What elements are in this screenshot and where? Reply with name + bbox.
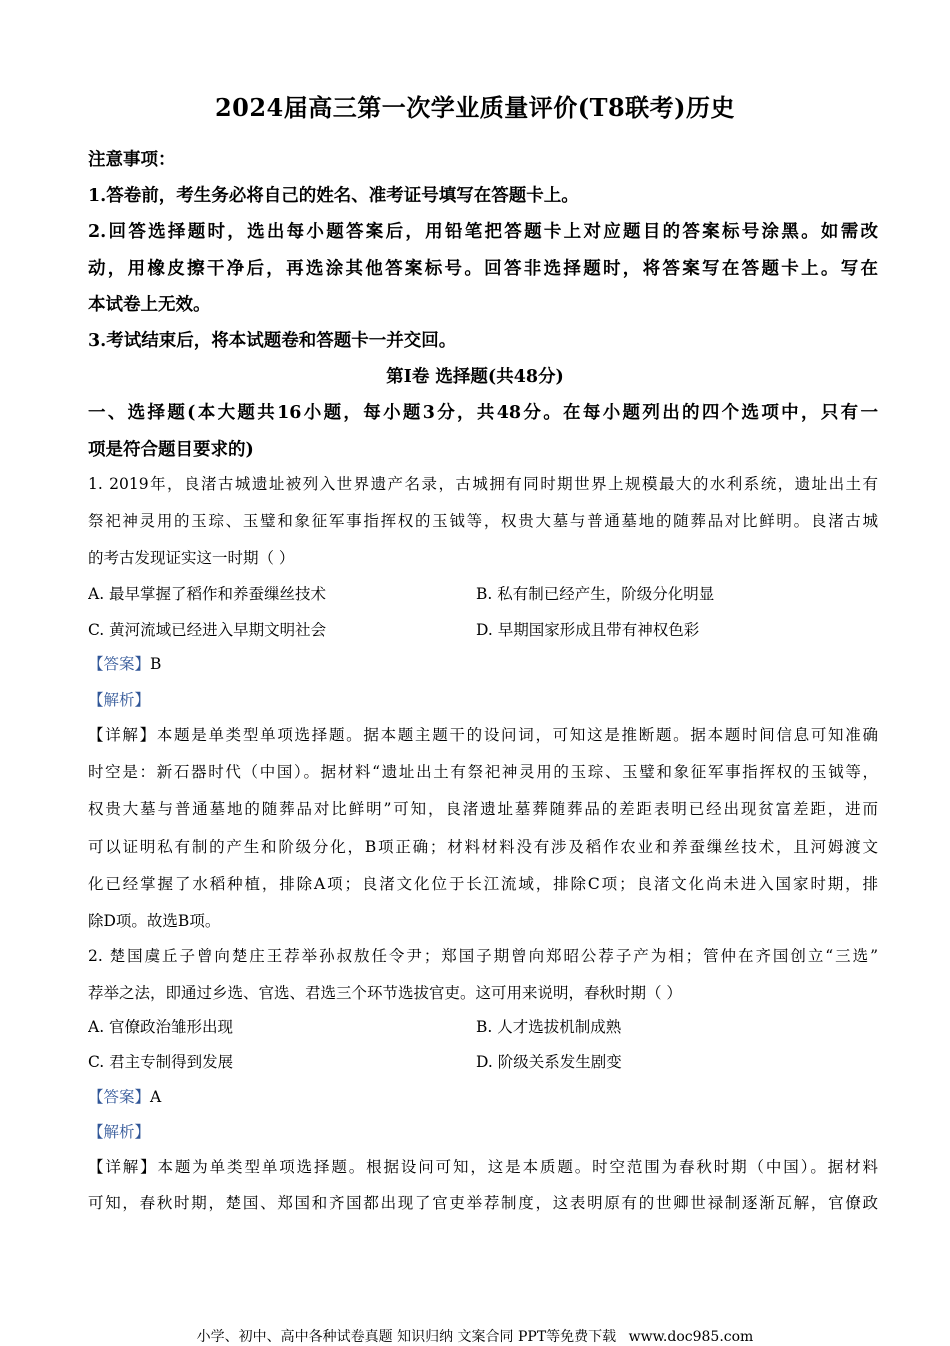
section-title: 第Ⅰ卷 选择题(共48分) [386, 367, 564, 387]
detail-tag: 【详解】 [88, 726, 157, 744]
page-footer [0, 1326, 950, 1346]
answer-value: A [150, 1088, 162, 1106]
q2-detail-line-2: 可知，春秋时期，楚国、郑国和齐国都出现了官吏举荐制度，这表明原有的世卿世禄制逐渐瓦解，官僚政 [88, 1194, 878, 1212]
section-instruction-line-1: 一、选择题(本大题共16小题，每小题3分，共48分。在每小题列出的四个选项中，只有一 [88, 403, 878, 423]
q2-answer [88, 1085, 878, 1107]
q1-option-d: D. 早期国家形成且带有神权色彩 [476, 621, 700, 639]
q2-stem-line-1: 2. 楚国虞丘子曾向楚庄王荐举孙叔敖任令尹；郑国子期曾向郑昭公荐子产为相；管仲在齐国创立“三选” [88, 947, 878, 965]
notes-item-1: 1.答卷前，考生务必将自己的姓名、准考证号填写在答题卡上。 [88, 186, 579, 206]
q1-option-c: C. 黄河流域已经进入早期文明社会 [88, 621, 327, 639]
q1-stem-line-1: 1. 2019年，良渚古城遗址被列入世界遗产名录，古城拥有同时期世界上规模最大的水利系统，遗址出土有 [88, 475, 878, 493]
q2-option-b: B. 人才选拔机制成熟 [476, 1018, 622, 1036]
q1-stem-line-2: 祭祀神灵用的玉琮、玉璧和象征军事指挥权的玉钺等，权贵大墓与普通墓地的随葬品对比鲜明。良渚古城 [88, 512, 878, 530]
q1-detail-line-3: 权贵大墓与普通墓地的随葬品对比鲜明”可知，良渚遗址墓葬随葬品的差距表明已经出现贫富差距，进而 [88, 800, 878, 818]
q2-option-a: A. 官僚政治雏形出现 [88, 1018, 234, 1036]
q2-option-d: D. 阶级关系发生剧变 [476, 1053, 622, 1071]
section-instruction-line-2: 项是符合题目要求的) [88, 440, 254, 460]
answer-tag: 【答案】 [88, 655, 151, 673]
q1-detail-line-5: 化已经掌握了水稻种植，排除A项；良渚文化位于长江流域，排除C项；良渚文化尚未进入国家时期，排 [88, 875, 878, 893]
q1-detail-line-4: 可以证明私有制的产生和阶级分化，B项正确；材料材料没有涉及稻作农业和养蚕缫丝技术，且河姆渡文 [88, 838, 878, 856]
q2-analysis-tag: 【解析】 [88, 1123, 151, 1141]
q1-detail-line-2: 时空是：新石器时代（中国）。据材料“遗址出土有祭祀神灵用的玉琮、玉璧和象征军事指挥权的玉钺等， [88, 763, 878, 781]
q1-detail-line-6: 除D项。故选B项。 [88, 912, 221, 930]
notes-heading: 注意事项： [88, 150, 176, 170]
q1-answer [88, 652, 878, 674]
q2-stem-line-2: 荐举之法，即通过乡选、官选、君选三个环节选拔官吏。这可用来说明，春秋时期（ ） [88, 984, 682, 1002]
notes-item-2-line-1: 2.回答选择题时，选出每小题答案后，用铅笔把答题卡上对应题目的答案标号涂黑。如需改 [88, 222, 878, 242]
notes-item-3: 3.考试结束后，将本试题卷和答题卡一并交回。 [88, 331, 457, 351]
detail-text: 本题为单类型单项选择题。根据设问可知，这是本质题。时空范围为春秋时期（中国）。据材料 [157, 1158, 878, 1176]
footer-link[interactable]: www.doc985.com [628, 1329, 754, 1345]
q1-stem-line-3: 的考古发现证实这一时期（ ） [88, 549, 295, 567]
q1-option-b: B. 私有制已经产生，阶级分化明显 [476, 585, 715, 603]
q2-detail-line-1 [88, 1155, 878, 1177]
notes-item-2-line-2: 动，用橡皮擦干净后，再选涂其他答案标号。回答非选择题时，将答案写在答题卡上。写在 [88, 259, 878, 279]
notes-item-2-line-3: 本试卷上无效。 [88, 295, 211, 315]
q1-option-a: A. 最早掌握了稻作和养蚕缫丝技术 [88, 585, 327, 603]
detail-tag: 【详解】 [88, 1158, 158, 1176]
footer-text: 小学、初中、高中各种试卷真题 知识归纳 文案合同 PPT等免费下载 [196, 1329, 617, 1345]
q2-option-c: C. 君主专制得到发展 [88, 1053, 234, 1071]
answer-tag: 【答案】 [88, 1088, 151, 1106]
detail-text: 本题是单类型单项选择题。据本题主题干的设问词，可知这是推断题。据本题时间信息可知准确 [156, 726, 878, 744]
answer-value: B [150, 655, 162, 673]
page-title: 2024届高三第一次学业质量评价(T8联考)历史 [214, 93, 736, 122]
q1-analysis-tag: 【解析】 [88, 691, 151, 709]
q1-detail-line-1 [88, 723, 878, 745]
